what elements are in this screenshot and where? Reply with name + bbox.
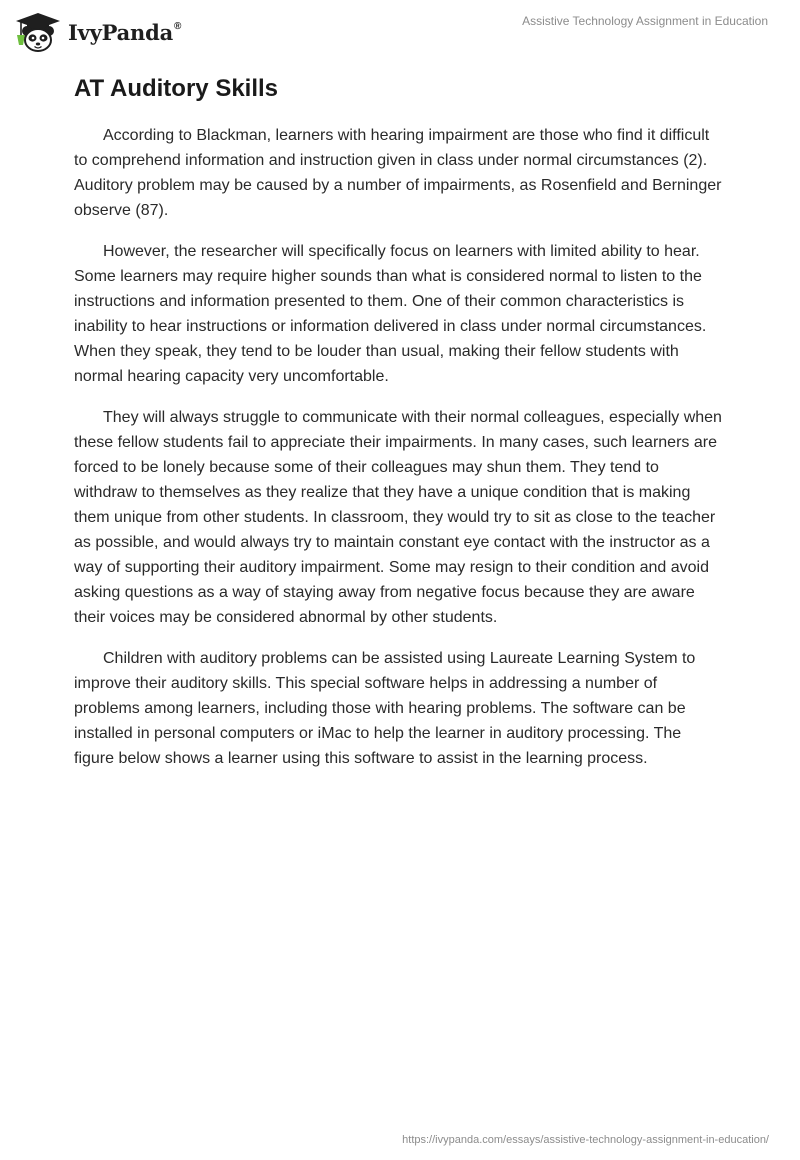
- page-header: [0, 0, 800, 60]
- paragraph-2: However, the researcher will specifically focus on learners with limited ability to hear. Some learners may require higher sounds than what is considered normal to listen to the instructions and information presented to them. One of their common characteristics is inability to hear instructions or information delivered in class under normal circumstances. When they speak, they tend to be louder than usual, making their fellow students with normal hearing capacity very uncomfortable.: [74, 243, 707, 385]
- registered-mark: ®: [174, 20, 182, 32]
- source-url[interactable]: https://ivypanda.com/essays/assistive-technology-assignment-in-education/: [402, 1134, 769, 1146]
- paragraph-3: They will always struggle to communicate with their normal colleagues, especially when these fellow students fail to appreciate their impairments. In many cases, such learners are forced to be lonely because some of their colleagues may shun them. They tend to withdraw to themselves as they realize that they have a unique condition that is making them unique from other students. In classroom, they would try to sit as close to the teacher as possible, and would always try to maintain constant eye contact with the instructor as a way of supporting their auditory impairment. Some may resign to their condition and avoid asking questions as a way of staying away from negative focus because they are aware their voices may be considered abnormal by other students.: [74, 409, 722, 626]
- article-body: [74, 74, 724, 787]
- paragraph-1: According to Blackman, learners with hearing impairment are those who find it difficult to comprehend information and instruction given in class under normal circumstances (2). Auditory problem may be caused by a number of impairments, as Rosenfield and Berninger observe (87).: [74, 127, 722, 219]
- document-title: Assistive Technology Assignment in Education: [522, 14, 768, 28]
- paragraph-4: Children with auditory problems can be assisted using Laureate Learning System to improve their auditory skills. This special software helps in addressing a number of problems among learners, including those with hearing problems. The software can be installed in personal computers or iMac to help the learner in auditory processing. The figure below shows a learner using this software to assist in the learning process.: [74, 650, 696, 767]
- panda-graduate-logo-icon: [14, 11, 62, 53]
- brand-name: IvyPanda®: [68, 19, 182, 45]
- section-heading: AT Auditory Skills: [74, 75, 279, 102]
- ivypanda-logo[interactable]: [14, 10, 181, 54]
